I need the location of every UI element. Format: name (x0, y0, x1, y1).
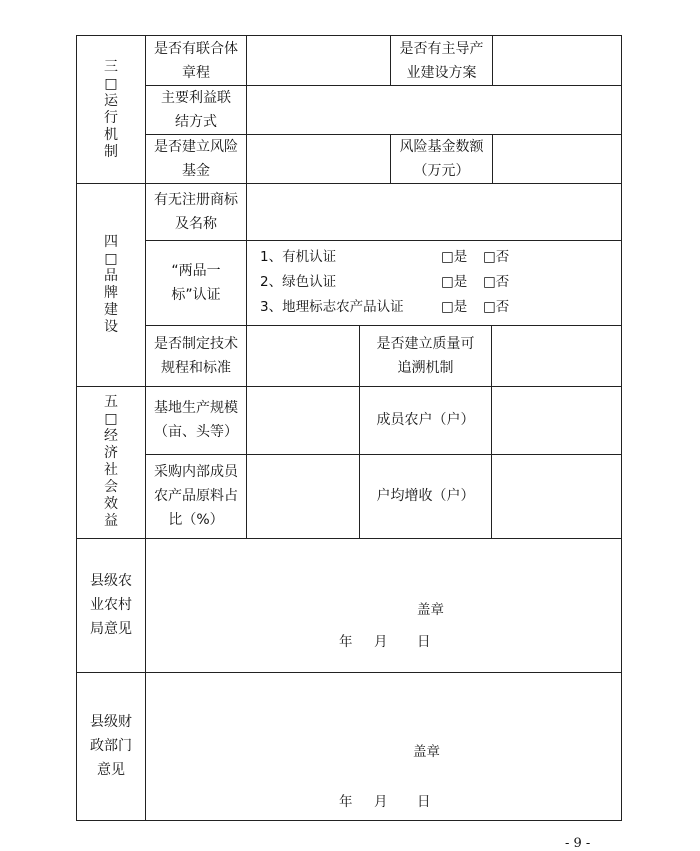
zhudao-value-field[interactable] (493, 36, 621, 85)
geo-yes-checkbox[interactable]: □是 (441, 299, 468, 315)
green-no-checkbox[interactable]: □否 (483, 274, 510, 290)
organic-yes-checkbox[interactable]: □是 (441, 249, 468, 265)
section-title-char: 经 (104, 428, 118, 444)
zhiliang-label: 是否建立质量可追溯机制 (376, 335, 475, 376)
chengyuan-value-field[interactable] (492, 386, 621, 454)
green-yes-checkbox[interactable]: □是 (441, 274, 468, 290)
section-title-char: 制 (104, 143, 118, 160)
section-title-char: 四 (104, 233, 118, 250)
fengxian-value-field[interactable] (247, 134, 390, 183)
lianhe-value-field[interactable] (247, 36, 390, 85)
shangbiao-label: 有无注册商标及名称 (154, 191, 238, 232)
jishu-value-field[interactable] (247, 325, 359, 386)
section-title-char: 设 (104, 318, 118, 335)
section-five-title (77, 386, 145, 538)
section-title-char: 济 (104, 445, 118, 461)
section-title-char: 益 (104, 513, 118, 529)
section-title-char: 三 (104, 58, 118, 75)
section-title-char: 会 (104, 479, 118, 495)
agri-day-label: 日 (417, 634, 431, 650)
section-title-char: 品 (104, 267, 118, 284)
finance-year-label: 年 (339, 794, 353, 810)
finance-seal-label: 盖章 (413, 744, 440, 760)
fengxian-amount-field[interactable] (493, 134, 621, 183)
agri-month-label: 月 (374, 634, 388, 650)
guimo-value-field[interactable] (247, 386, 359, 454)
section-title-char: 牌 (104, 284, 118, 301)
section-title-char: 社 (104, 462, 118, 478)
liangpin-label: “两品一标”认证 (171, 262, 221, 303)
caigou-value-field[interactable] (247, 454, 359, 538)
fengxian-amount-label: 风险基金数额（万元） (399, 138, 484, 179)
caigou-label: 采购内部成员农产品原料占比（%） (154, 464, 238, 528)
section-title-char: □ (104, 75, 118, 92)
fengxian-label: 是否建立风险基金 (154, 138, 238, 179)
cert-item-green: 2、绿色认证 (260, 274, 337, 290)
section-title-char: 五 (104, 394, 118, 410)
section-title-char: 效 (104, 496, 118, 512)
agri-opinion-label: 县级农业农村局意见 (90, 573, 132, 637)
guimo-label: 基地生产规模（亩、头等） (154, 400, 238, 440)
application-form-table (76, 35, 622, 821)
finance-day-label: 日 (417, 794, 431, 810)
page-number: - 9 - (565, 836, 591, 851)
section-title-char: 建 (104, 301, 118, 318)
organic-no-checkbox[interactable]: □否 (483, 249, 510, 265)
section-three-title (77, 36, 145, 183)
zengshou-label: 户均增收（户） (376, 488, 475, 504)
jishu-label: 是否制定技术规程和标准 (154, 335, 238, 376)
section-title-char: 机 (104, 126, 118, 143)
agri-year-label: 年 (339, 634, 353, 650)
cert-item-organic: 1、有机认证 (260, 249, 337, 265)
section-title-char: 运 (104, 92, 118, 109)
section-title-char: □ (104, 411, 118, 427)
shangbiao-value-field[interactable] (247, 183, 621, 240)
agri-seal-label: 盖章 (417, 602, 444, 618)
zhudao-label: 是否有主导产业建设方案 (399, 40, 484, 81)
section-title-char: 行 (104, 109, 118, 126)
geo-no-checkbox[interactable]: □否 (483, 299, 510, 315)
finance-opinion-label: 县级财政部门意见 (90, 714, 132, 778)
zengshou-value-field[interactable] (492, 454, 621, 538)
liyi-label: 主要利益联结方式 (161, 89, 231, 130)
zhiliang-value-field[interactable] (492, 325, 621, 386)
chengyuan-label: 成员农户（户） (376, 412, 475, 428)
lianhe-label: 是否有联合体章程 (154, 40, 238, 81)
finance-month-label: 月 (374, 794, 388, 810)
section-title-char: □ (104, 250, 118, 267)
cert-item-geo: 3、地理标志农产品认证 (260, 299, 404, 315)
section-four-title (77, 183, 145, 386)
liyi-value-field[interactable] (247, 85, 621, 134)
